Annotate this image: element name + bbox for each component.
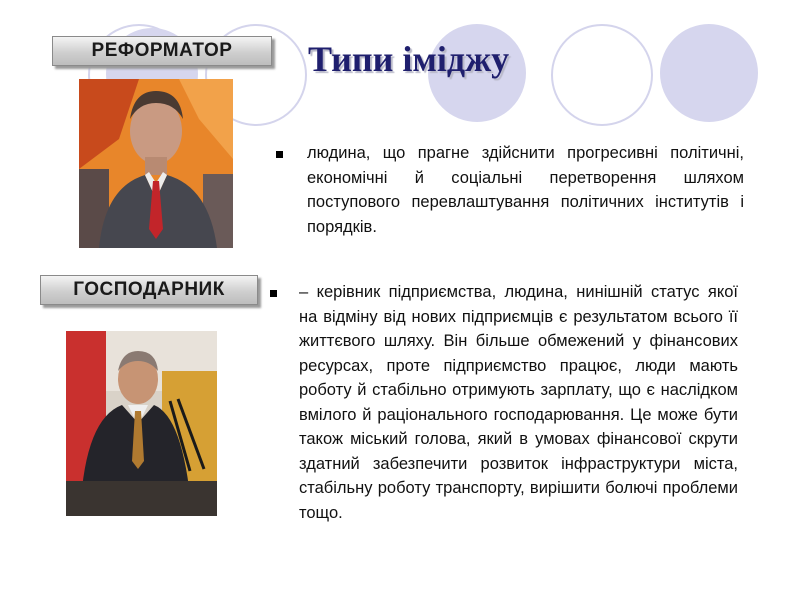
manager-tag: ГОСПОДАРНИК xyxy=(40,275,258,305)
decor-circle-6 xyxy=(660,24,758,122)
reformer-tag: РЕФОРМАТОР xyxy=(52,36,272,66)
manager-description: – керівник підприємства, людина, нинішній статус якої на відміну від нових підприємців є результатом всього її життєвого шляху. Він більше обмежений у фінансових ресурсах, проте підприємство працює, люди мають роботу й стабільно отримують зарплату, що є наслідком вмілого й раціонального господарювання. Це може бути також міський голова, який в умовах фінансової скрути здатний забезпечити розвиток інфраструктури міста, стабільну роботу транспорту, вирішити болючі проблеми тощо. xyxy=(299,283,738,522)
slide-title: Типи іміджу xyxy=(308,39,510,79)
bullet-icon xyxy=(270,290,277,297)
manager-photo xyxy=(66,331,217,516)
decor-circle-5 xyxy=(551,24,653,126)
reformer-description: людина, що прагне здійснити прогресивні політичні, економічні й соціальні перетворення шляхом поступового перевлаштування політичних інститутів і порядків. xyxy=(307,144,744,236)
reformer-photo xyxy=(79,79,233,248)
reformer-description-row xyxy=(276,141,744,239)
bullet-icon xyxy=(276,151,283,158)
manager-description-row xyxy=(270,280,738,525)
